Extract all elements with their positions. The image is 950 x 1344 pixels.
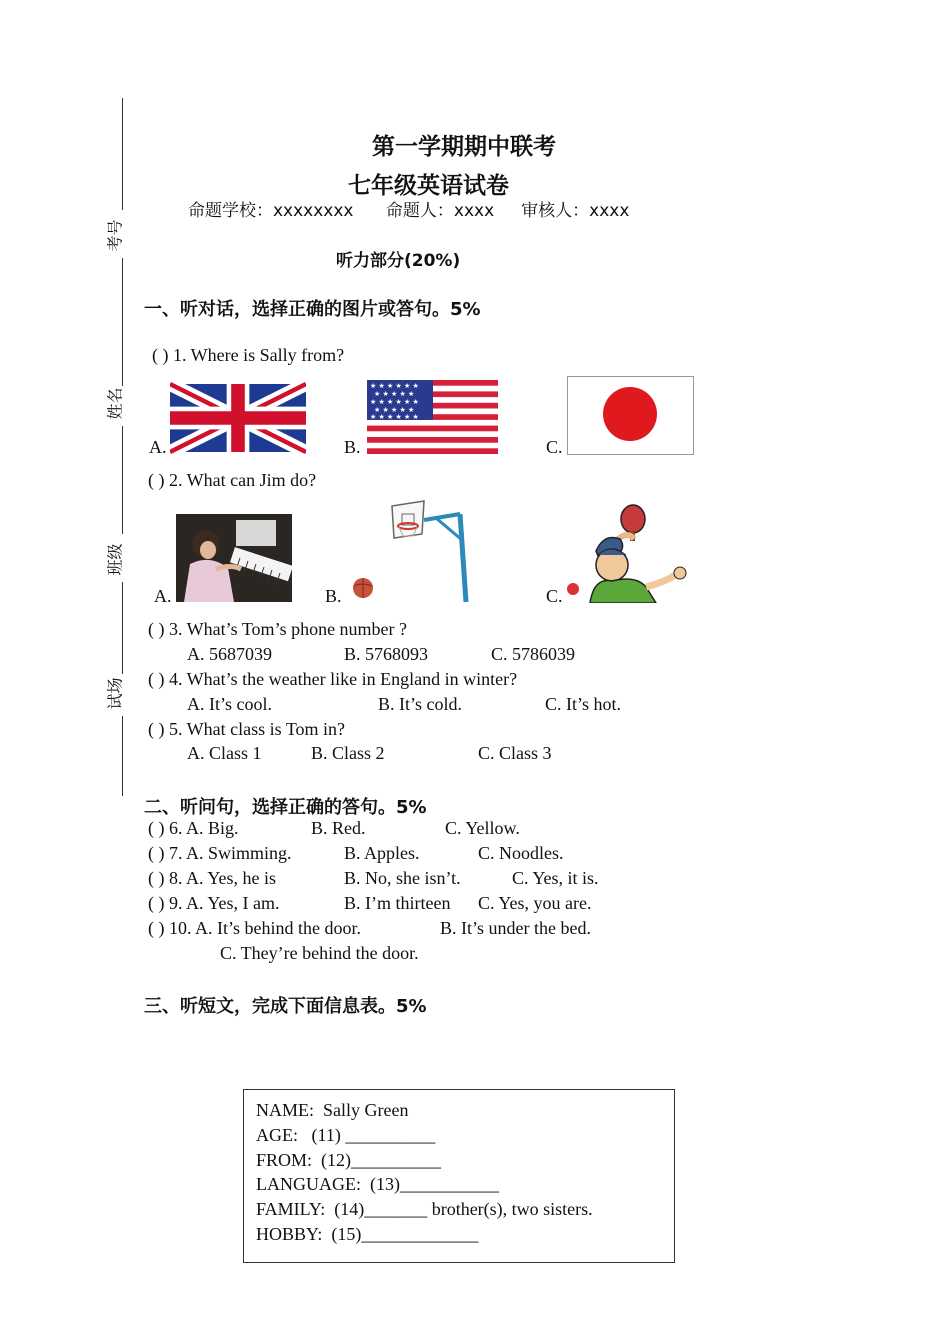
binding-line: [122, 98, 123, 210]
question-9: ( ) 9. A. Yes, I am.: [148, 893, 280, 913]
q5-option-a: A. Class 1: [187, 743, 262, 763]
question-4: ( ) 4. What’s the weather like in England in winter?: [148, 669, 518, 689]
q9-option-b: B. I’m thirteen: [344, 893, 451, 913]
listening-heading: 听力部分(20%): [336, 251, 461, 271]
exam-meta: 命题学校：xxxxxxxx 命题人：xxxx 审核人：xxxx: [188, 201, 630, 221]
section-1-heading: 一、听对话，选择正确的图片或答句。5%: [144, 299, 481, 320]
q3-option-b: B. 5768093: [344, 644, 429, 664]
svg-text:★ ★ ★ ★ ★ ★: ★ ★ ★ ★ ★ ★: [370, 382, 419, 390]
question-6: ( ) 6. A. Big.: [148, 818, 239, 838]
ping-pong-player-icon: [560, 503, 692, 603]
q2-option-b-label: B.: [325, 586, 342, 606]
info-line-age[interactable]: AGE: (11) __________: [256, 1125, 436, 1145]
section-3-heading: 三、听短文，完成下面信息表。5%: [144, 996, 427, 1017]
q5-option-c: C. Class 3: [478, 743, 552, 763]
question-5: ( ) 5. What class is Tom in?: [148, 719, 346, 739]
info-line-hobby[interactable]: HOBBY: (15)_____________: [256, 1224, 479, 1244]
q10-option-b: B. It’s under the bed.: [440, 918, 591, 938]
q7-option-b: B. Apples.: [344, 843, 420, 863]
q1-option-a-label: A.: [149, 437, 167, 457]
q9-option-c: C. Yes, you are.: [478, 893, 592, 913]
side-label-exam-number: 考号: [105, 219, 125, 252]
side-label-exam-room: 试场: [105, 677, 125, 710]
binding-line: [122, 426, 123, 534]
side-label-class: 班级: [105, 543, 125, 576]
svg-text:★ ★ ★ ★ ★ ★: ★ ★ ★ ★ ★ ★: [370, 413, 419, 421]
q4-option-b: B. It’s cold.: [378, 694, 462, 714]
info-line-family[interactable]: FAMILY: (14)_______ brother(s), two sisters.: [256, 1199, 593, 1219]
binding-line: [122, 716, 123, 796]
side-label-name: 姓名: [105, 387, 125, 420]
page-subtitle: 七年级英语试卷: [348, 173, 509, 199]
binding-line: [122, 258, 123, 386]
question-7: ( ) 7. A. Swimming.: [148, 843, 292, 863]
us-flag-icon: [367, 380, 498, 454]
q8-option-b: B. No, she isn’t.: [344, 868, 461, 888]
q4-option-a: A. It’s cool.: [187, 694, 272, 714]
question-3: ( ) 3. What’s Tom’s phone number ?: [148, 619, 408, 639]
q2-option-a-label: A.: [154, 586, 172, 606]
q8-option-c: C. Yes, it is.: [512, 868, 599, 888]
q6-option-c: C. Yellow.: [445, 818, 520, 838]
q6-option-b: B. Red.: [311, 818, 366, 838]
info-line-language[interactable]: LANGUAGE: (13)___________: [256, 1174, 499, 1194]
svg-text:★ ★ ★ ★ ★ ★: ★ ★ ★ ★ ★ ★: [370, 398, 419, 406]
basketball-hoop-icon: [350, 500, 480, 604]
q7-option-c: C. Noodles.: [478, 843, 564, 863]
question-8: ( ) 8. A. Yes, he is: [148, 868, 277, 888]
section-2-heading: 二、听问句，选择正确的答句。5%: [144, 797, 427, 818]
q2-option-c-label: C.: [546, 586, 563, 606]
info-line-name: NAME: Sally Green: [256, 1100, 409, 1120]
svg-text:★ ★ ★ ★ ★: ★ ★ ★ ★ ★: [374, 390, 415, 398]
piano-photo: [176, 514, 292, 602]
question-10: ( ) 10. A. It’s behind the door.: [148, 918, 361, 938]
question-2: ( ) 2. What can Jim do?: [148, 470, 317, 490]
q1-option-b-label: B.: [344, 437, 361, 457]
q3-option-c: C. 5786039: [491, 644, 576, 664]
page-title: 第一学期期中联考: [372, 134, 556, 160]
q4-option-c: C. It’s hot.: [545, 694, 622, 714]
q10-option-c: C. They’re behind the door.: [220, 943, 419, 963]
question-1: ( ) 1. Where is Sally from?: [152, 345, 345, 365]
uk-flag-icon: [170, 381, 306, 455]
svg-text:★ ★ ★ ★ ★: ★ ★ ★ ★ ★: [374, 406, 415, 414]
q5-option-b: B. Class 2: [311, 743, 385, 763]
q1-option-c-label: C.: [546, 437, 563, 457]
japan-flag-icon: [567, 376, 694, 455]
binding-line: [122, 582, 123, 674]
info-line-from[interactable]: FROM: (12)__________: [256, 1150, 442, 1170]
q3-option-a: A. 5687039: [187, 644, 272, 664]
